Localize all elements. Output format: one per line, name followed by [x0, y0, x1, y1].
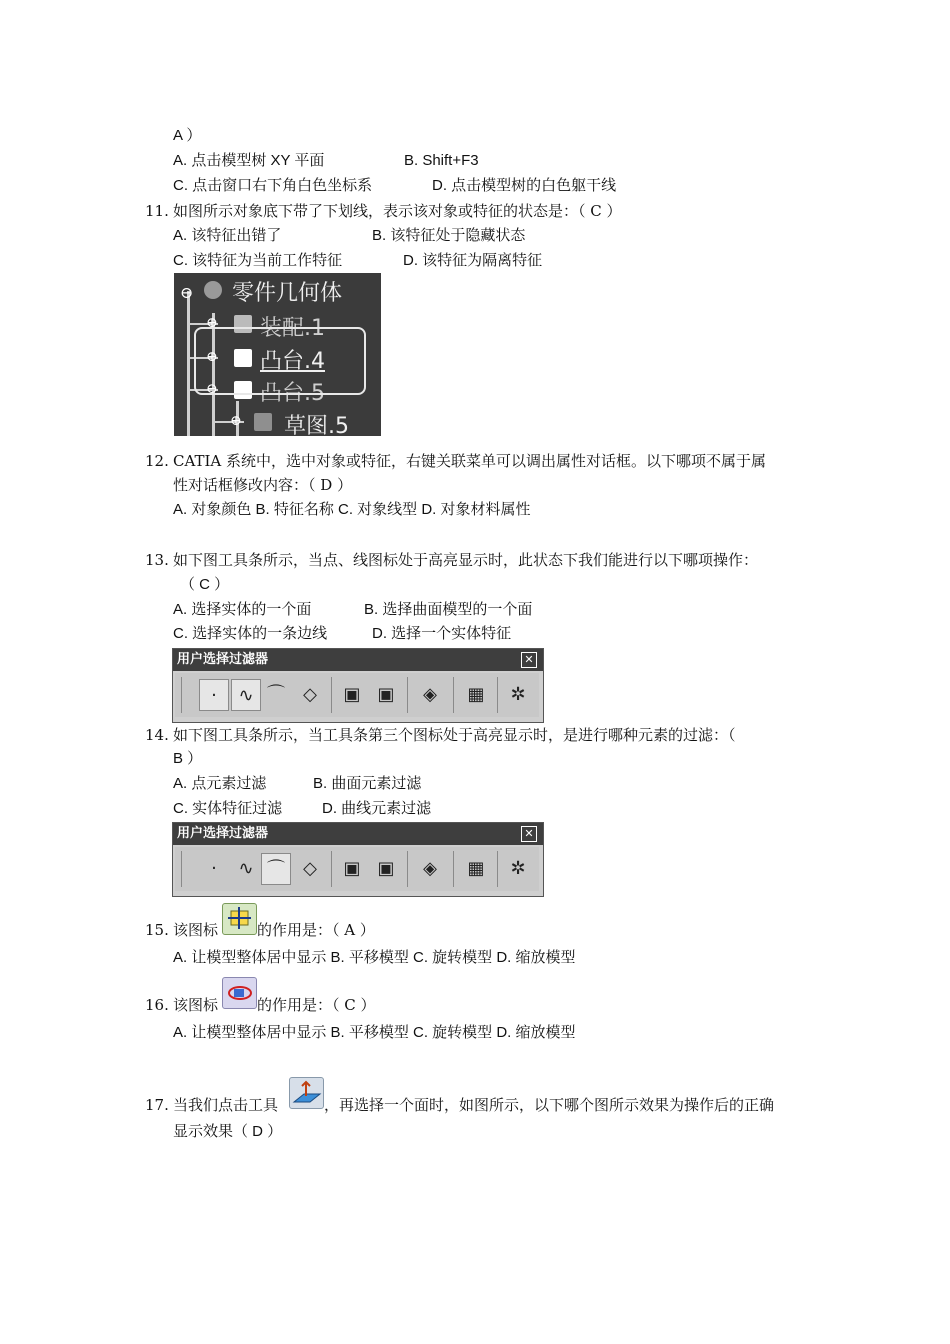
selection-filter-toolbar-2	[172, 822, 544, 897]
q15-text-pre: 该图标	[173, 921, 219, 939]
q12-number: 12.	[145, 452, 169, 470]
q15-options: A. 让模型整体居中显示 B. 平移模型 C. 旋转模型 D. 缩放模型	[173, 949, 576, 966]
tools-icon[interactable]: ✲	[510, 684, 526, 705]
selection-filter-toolbar-1	[172, 648, 544, 723]
grid-icon[interactable]: ▦	[467, 684, 485, 705]
q14-text-line2: B ）	[173, 750, 203, 767]
q14-option-b: B. 曲面元素过滤	[313, 775, 422, 792]
q10-option-d: D. 点击模型树的白色躯干线	[432, 177, 617, 194]
q12-options: A. 对象颜色 B. 特征名称 C. 对象线型 D. 对象材料属性	[173, 501, 531, 518]
q16-text-pre: 该图标	[173, 996, 219, 1014]
q10-option-a: A. 点击模型树 XY 平面	[173, 152, 325, 169]
q10-option-b: B. Shift+F3	[404, 152, 479, 169]
q11-text: 如图所示对象底下带了下划线，表示该对象或特征的状态是：（ C ）	[173, 202, 622, 220]
q10-option-c: C. 点击窗口右下角白色坐标系	[173, 177, 373, 194]
q17-text-pre: 当我们点击工具	[173, 1096, 279, 1114]
q16-number: 16.	[145, 996, 169, 1014]
tree-node-pad-4: 凸台.4	[260, 349, 325, 374]
volume-filter-icon[interactable]: ◇	[303, 858, 317, 879]
rotate-icon	[222, 977, 257, 1009]
feature-filter-icon[interactable]: ▣	[343, 858, 361, 879]
q10-answer: A ）	[173, 127, 202, 144]
q11-option-a: A. 该特征出错了	[173, 227, 282, 244]
toolbar-title: 用户选择过滤器	[173, 823, 543, 845]
q17-number: 17.	[145, 1096, 169, 1114]
q14-option-d: D. 曲线元素过滤	[322, 800, 432, 817]
fit-all-icon	[222, 903, 257, 935]
curve-filter-icon[interactable]: ∿	[231, 679, 261, 711]
q13-option-a: A. 选择实体的一个面	[173, 601, 312, 618]
q11-option-b: B. 该特征处于隐藏状态	[372, 227, 526, 244]
q17-text-line2: 显示效果（ D ）	[173, 1123, 283, 1140]
geometry-filter-icon[interactable]: ▣	[377, 684, 395, 705]
trap-type-icon[interactable]: ◈	[423, 684, 437, 705]
volume-filter-icon[interactable]: ◇	[303, 684, 317, 705]
surface-filter-icon[interactable]: ⌒	[261, 853, 291, 885]
feature-filter-icon[interactable]: ▣	[343, 684, 361, 705]
q13-option-b: B. 选择曲面模型的一个面	[364, 601, 533, 618]
curve-filter-icon[interactable]: ∿	[238, 858, 254, 879]
point-filter-icon[interactable]: ·	[211, 858, 217, 879]
q13-text-line2: （ C ）	[180, 576, 230, 593]
q14-option-a: A. 点元素过滤	[173, 775, 267, 792]
q11-option-c: C. 该特征为当前工作特征	[173, 252, 343, 269]
q15-text-post: 的作用是：（ A ）	[257, 921, 375, 939]
sketch-icon	[254, 413, 272, 431]
plus-icon: ⊕	[206, 349, 218, 365]
q15-number: 15.	[145, 921, 169, 939]
surface-filter-icon[interactable]: ⌒	[267, 684, 285, 705]
tree-node-pad-5: 凸台.5	[260, 381, 325, 406]
minus-icon: ⊖	[206, 381, 218, 397]
close-icon[interactable]: ✕	[521, 652, 537, 668]
minus-icon: ⊖	[180, 283, 194, 302]
q13-text-line1: 如下图工具条所示，当点、线图标处于高亮显示时，此状态下我们能进行以下哪项操作：	[173, 551, 759, 569]
point-filter-icon[interactable]: ·	[199, 679, 229, 711]
q14-text-line1: 如下图工具条所示，当工具条第三个图标处于高亮显示时，是进行哪种元素的过滤：（	[173, 726, 736, 744]
close-icon[interactable]: ✕	[521, 826, 537, 842]
q16-text-post: 的作用是：（ C ）	[257, 996, 376, 1014]
plus-icon: ⊕	[230, 413, 242, 429]
tree-root-label: 零件几何体	[232, 281, 343, 306]
q13-option-d: D. 选择一个实体特征	[372, 625, 512, 642]
tree-node-assembly: 装配.1	[260, 316, 325, 341]
q14-option-c: C. 实体特征过滤	[173, 800, 283, 817]
spec-tree-image	[174, 273, 381, 436]
highlight-frame	[194, 327, 366, 395]
q11-option-d: D. 该特征为隔离特征	[403, 252, 543, 269]
q13-number: 13.	[145, 551, 169, 569]
toolbar-title: 用户选择过滤器	[173, 649, 543, 671]
q12-text-line1: CATIA 系统中，选中对象或特征，右键关联菜单可以调出属性对话框。以下哪项不属于属	[173, 452, 767, 470]
geometry-filter-icon[interactable]: ▣	[377, 858, 395, 879]
q13-option-c: C. 选择实体的一条边线	[173, 625, 328, 642]
trap-type-icon[interactable]: ◈	[423, 858, 437, 879]
q12-text-line2: 性对话框修改内容：（ D ）	[173, 476, 353, 494]
tree-node-sketch-5: 草图.5	[284, 414, 349, 436]
q17-text-post: ，再选择一个面时，如图所示，以下哪个图所示效果为操作后的正确	[324, 1096, 775, 1114]
q14-number: 14.	[145, 726, 169, 744]
tools-icon[interactable]: ✲	[510, 858, 526, 879]
grid-icon[interactable]: ▦	[467, 858, 485, 879]
q16-options: A. 让模型整体居中显示 B. 平移模型 C. 旋转模型 D. 缩放模型	[173, 1024, 576, 1041]
normal-view-icon	[289, 1077, 324, 1109]
plus-icon: ⊕	[206, 315, 218, 331]
gear-icon	[204, 281, 222, 299]
q11-number: 11.	[145, 202, 169, 220]
